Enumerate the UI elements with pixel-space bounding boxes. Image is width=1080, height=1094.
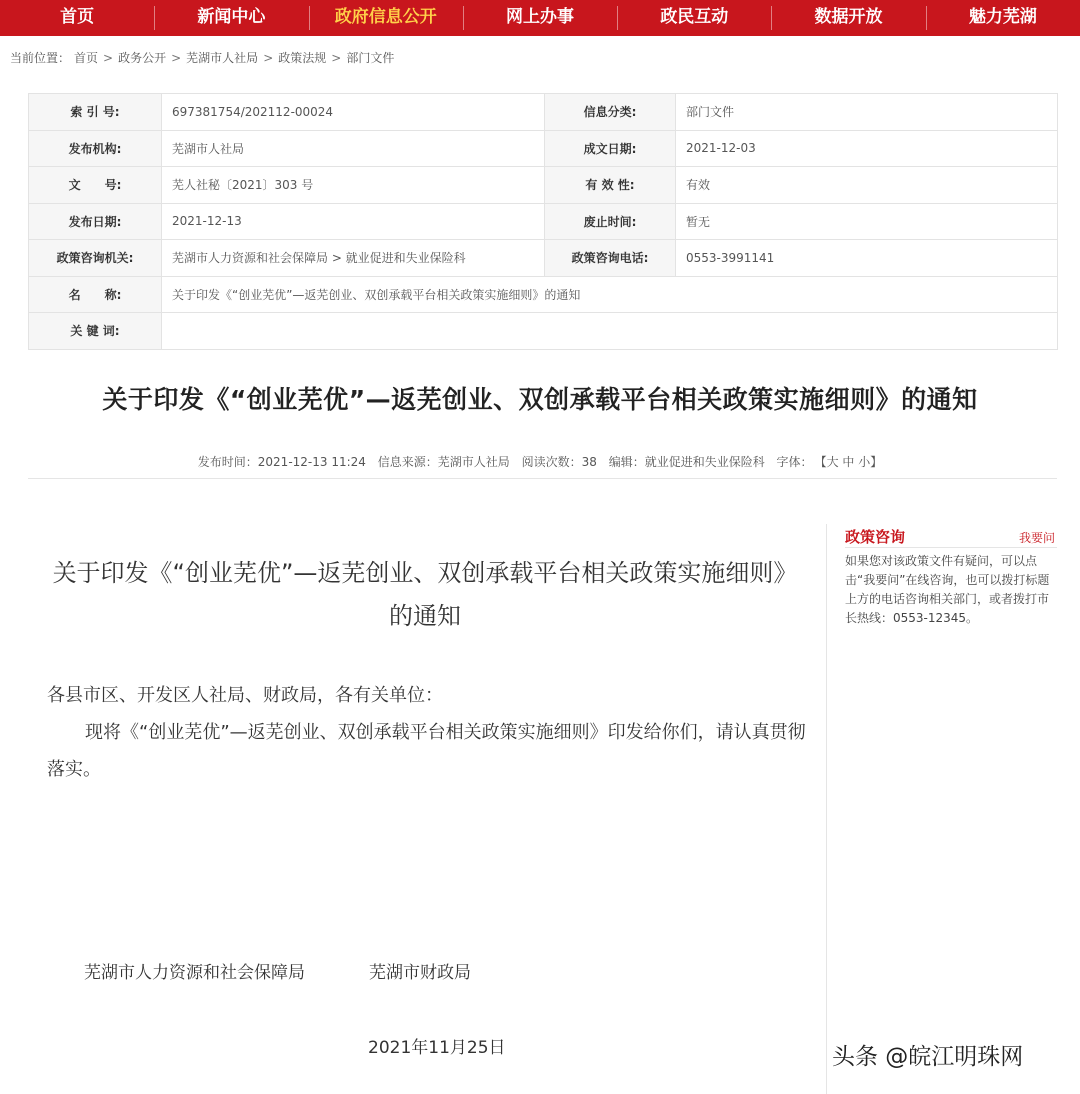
chevron-right-icon: >	[103, 51, 114, 65]
index-value: 697381754/202112-00024	[162, 94, 545, 131]
validity-value: 有效	[676, 167, 1058, 204]
policy-consult-text: 如果您对该政策文件有疑问，可以点击“我要问”在线咨询，也可以拨打标题上方的电话咨询相关部门，或者拨打市长热线：0553-12345。	[845, 554, 1050, 625]
body-paragraph: 现将《“创业芜优”—返芜创业、双创承载平台相关政策实施细则》印发给你们，请认真贯彻落实。	[47, 722, 806, 780]
consult-org-value: 芜湖市人力资源和社会保障局 > 就业促进和失业保险科	[162, 240, 545, 277]
font-size-switcher[interactable]: 【大 中 小】	[820, 455, 883, 469]
document-info-table	[28, 93, 1058, 350]
name-value: 关于印发《“创业芜优”—返芜创业、双创承载平台相关政策实施细则》的通知	[162, 276, 1058, 313]
nav-item-interaction[interactable]: 政民互动	[617, 0, 771, 36]
chevron-right-icon: >	[263, 51, 274, 65]
doc-number-label: 文 号:	[29, 167, 162, 204]
publish-date-value: 2021-12-13	[162, 203, 545, 240]
top-nav	[0, 0, 1080, 36]
breadcrumb-link-bureau[interactable]: 芜湖市人社局	[186, 51, 259, 65]
table-row	[29, 313, 1058, 350]
written-date-value: 2021-12-03	[676, 130, 1058, 167]
consult-phone-label: 政策咨询电话:	[545, 240, 676, 277]
divider	[28, 478, 1057, 479]
written-date-label: 成文日期:	[545, 130, 676, 167]
doc-number-value: 芜人社秘〔2021〕303 号	[162, 167, 545, 204]
nav-item-home[interactable]: 首页	[60, 7, 95, 27]
chevron-right-icon: >	[171, 51, 182, 65]
nav-item-open-data[interactable]: 数据开放	[771, 0, 925, 36]
abolish-time-value: 暂无	[676, 203, 1058, 240]
table-row	[29, 130, 1058, 167]
validity-label: 有 效 性:	[545, 167, 676, 204]
index-label: 索 引 号:	[29, 94, 162, 131]
document-title: 关于印发《“创业芜优”—返芜创业、双创承载平台相关政策实施细则》 的通知	[52, 559, 798, 630]
name-label: 名 称:	[29, 276, 162, 313]
table-row	[29, 240, 1058, 277]
salutation: 各县市区、开发区人社局、财政局，各有关单位：	[47, 685, 443, 706]
abolish-time-label: 废止时间:	[545, 203, 676, 240]
article-meta	[0, 453, 1080, 470]
font-size-label: 字体：	[776, 455, 813, 469]
nav-item-gov-info[interactable]: 政府信息公开	[309, 0, 463, 36]
nav-item-online-services[interactable]: 网上办事	[463, 0, 617, 36]
view-count: 阅读次数：38	[521, 455, 597, 469]
consult-org-label: 政策咨询机关:	[29, 240, 162, 277]
consult-phone-value: 0553-3991141	[676, 240, 1058, 277]
watermark: 头条 @皖江明珠网	[832, 1044, 1024, 1070]
info-source: 信息来源：芜湖市人社局	[377, 455, 510, 469]
table-row	[29, 203, 1058, 240]
signature-date: 2021年11月25日	[368, 1038, 506, 1058]
breadcrumb-link-policies[interactable]: 政策法规	[278, 51, 327, 65]
keywords-label: 关 键 词:	[29, 313, 162, 350]
signer-finance-bureau: 芜湖市财政局	[369, 963, 471, 983]
breadcrumb-prefix: 当前位置：	[10, 51, 71, 65]
publisher-label: 发布机构:	[29, 130, 162, 167]
table-row	[29, 94, 1058, 131]
chevron-right-icon: >	[331, 51, 342, 65]
keywords-value	[162, 313, 1058, 350]
nav-item-news[interactable]: 新闻中心	[154, 0, 308, 36]
nav-item-charm-wuhu[interactable]: 魅力芜湖	[926, 0, 1080, 36]
table-row	[29, 167, 1058, 204]
breadcrumb	[10, 49, 398, 66]
page-title: 关于印发《“创业芜优”—返芜创业、双创承载平台相关政策实施细则》的通知	[102, 385, 978, 414]
breadcrumb-link-home[interactable]: 首页	[74, 51, 99, 65]
breadcrumb-link-dept-docs[interactable]: 部门文件	[346, 51, 395, 65]
breadcrumb-link-gov-affairs[interactable]: 政务公开	[118, 51, 167, 65]
signer-hrss-bureau: 芜湖市人力资源和社会保障局	[84, 963, 305, 983]
sidebar-divider	[826, 524, 827, 1094]
category-value: 部门文件	[676, 94, 1058, 131]
divider	[845, 547, 1057, 548]
publish-date-label: 发布日期:	[29, 203, 162, 240]
table-row	[29, 276, 1058, 313]
publish-time: 发布时间：2021-12-13 11:24	[197, 455, 366, 469]
publisher-value: 芜湖市人社局	[162, 130, 545, 167]
ask-question-link[interactable]: 我要问	[1019, 531, 1056, 545]
editor: 编辑：就业促进和失业保险科	[608, 455, 765, 469]
policy-consult-title: 政策咨询	[845, 528, 906, 546]
category-label: 信息分类:	[545, 94, 676, 131]
